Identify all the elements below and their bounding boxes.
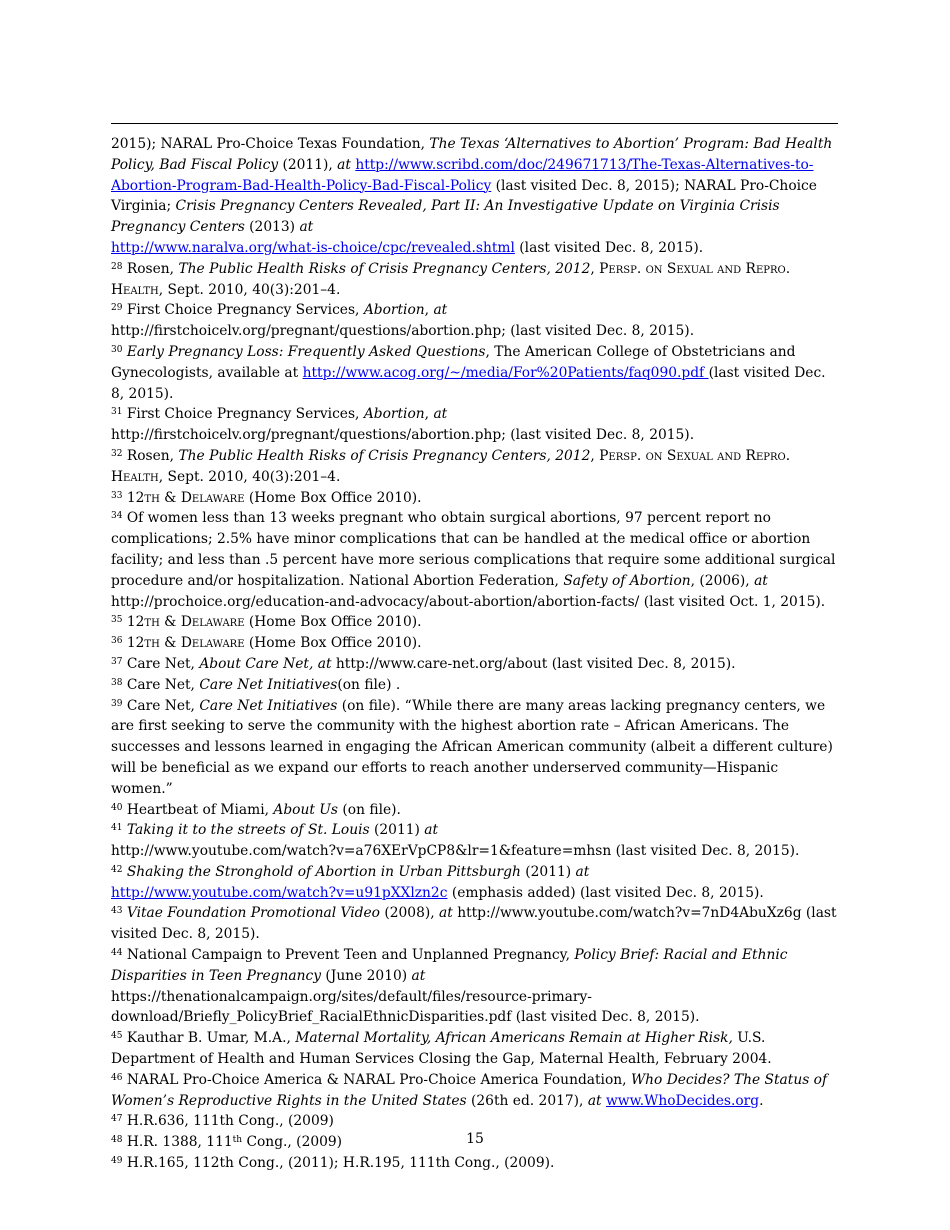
signal-word: at: [433, 302, 448, 319]
text: , (2006),: [690, 572, 755, 589]
text: (on file).: [338, 801, 401, 818]
source-title: Maternal Mortality, African Americans Remain at Higher Risk,: [295, 1030, 733, 1047]
source-title: Abortion: [363, 302, 425, 319]
footnote-number: 36: [111, 636, 123, 647]
footnote-number: 47: [111, 1114, 123, 1125]
footnote-42: [111, 862, 838, 904]
text: National Campaign to Prevent Teen and Unplanned Pregnancy,: [122, 947, 575, 964]
footnote-number: 37: [111, 656, 123, 667]
footnote-number: 34: [111, 511, 123, 522]
text: ,: [590, 260, 600, 277]
footnote-number: 33: [111, 490, 123, 501]
text: 12: [122, 489, 145, 506]
youtube-link[interactable]: http://www.youtube.com/watch?v=u91pXXlzn2c: [111, 884, 448, 901]
text: (Home Box Office 2010).: [244, 489, 422, 506]
signal-word: at: [587, 1092, 602, 1109]
source-title: The Public Health Risks of Crisis Pregnancy Centers, 2012: [178, 260, 591, 277]
text: U.S. Department of Health and Human Services Closing the Gap, Maternal Health, February 2004.: [111, 1030, 772, 1068]
source-title: Policy Brief: Racial and Ethnic Disparities in Teen Pregnancy: [111, 947, 788, 984]
text: http://www.youtube.com/watch?v=a76XErVpCP8&lr=1&feature=mhsn (last visited Dec. 8, 2015).: [111, 843, 800, 860]
text: ,: [424, 406, 434, 423]
film-title: th & Delaware: [144, 635, 245, 652]
text: H.R.636, 111th Cong., (2009): [122, 1113, 334, 1130]
text: (on file). “While there are many areas lacking pregnancy centers, we are first seeking to serve the community with the highest abortion rate – African Americans. The successes and lessons learned in engaging the African American community (albeit a different culture) will be beneficial as we expand our efforts to reach another underserved community—Hispanic women.”: [111, 697, 833, 797]
footnote-number: 49: [111, 1156, 123, 1167]
footnote-34: [111, 508, 838, 612]
text: 2015); NARAL Pro-Choice Texas Foundation: [111, 136, 421, 152]
source-title: Who Decides? The Status of Women’s Reproductive Rights in the United States: [111, 1071, 828, 1109]
source-title: Care Net Initiatives: [199, 676, 338, 693]
scribd-link[interactable]: http://www.scribd.com/doc/249671713/The-Texas-Alternatives-to-Abortion-Program-Bad-Health-Policy-Bad-Fiscal-Policy: [111, 156, 814, 194]
footnote-number: 29: [111, 303, 123, 314]
footnote-37: [111, 654, 838, 675]
text: http://prochoice.org/education-and-advocacy/about-abortion/abortion-facts/ (last visited Oct. 1, 2015).: [111, 593, 826, 610]
text: (last visited Dec. 8, 2015); NARAL Pro-Choice Virginia;: [111, 177, 817, 215]
footnote-28: [111, 259, 838, 301]
footnote-number: 40: [111, 802, 123, 813]
whodecides-link[interactable]: www.WhoDecides.org: [606, 1092, 760, 1109]
text: 12: [122, 635, 145, 652]
footnote-45: [111, 1028, 838, 1070]
text: (2011): [520, 863, 576, 880]
footnote-32: [111, 446, 838, 488]
footnote-47: [111, 1111, 838, 1132]
text: (on file) .: [337, 676, 401, 693]
footnote-number: 48: [111, 1135, 123, 1146]
text: (Home Box Office 2010).: [244, 614, 422, 631]
film-title: th & Delaware: [144, 614, 245, 631]
text: (Home Box Office 2010).: [244, 635, 422, 652]
text: http://www.youtube.com/watch?v=7nD4AbuXz6g (last visited Dec. 8, 2015).: [111, 905, 837, 943]
acog-link[interactable]: http://www.acog.org/~/media/For%20Patients/faq090.pdf: [302, 364, 709, 381]
source-title: About Us: [273, 801, 339, 818]
text: Care Net,: [122, 697, 200, 714]
journal-name: Persp. on Sexual and Repro. Health,: [111, 447, 791, 485]
text: (2013): [244, 219, 300, 236]
footnote-29: [111, 300, 838, 342]
text: Sept. 2010, 40(3):201–4.: [163, 281, 341, 298]
text: ,: [420, 136, 430, 152]
footnote-33: [111, 488, 838, 509]
source-title: Care Net Initiatives: [199, 697, 338, 714]
source-title: Crisis Pregnancy Centers Revealed, Part II: An Investigative Update on Virginia Crisis Pregnancy Centers: [111, 198, 780, 236]
signal-word: at: [299, 219, 314, 236]
text: Heartbeat of Miami,: [122, 801, 274, 818]
footnote-49: [111, 1153, 838, 1174]
signal-word: at: [411, 967, 426, 984]
text: (2011),: [278, 156, 338, 173]
text: (last visited Dec. 8, 2015).: [111, 364, 826, 402]
text: Care Net,: [122, 676, 200, 693]
text: Rosen,: [122, 260, 179, 277]
text: H.R.165, 112th Cong., (2011); H.R.195, 111th Cong., (2009).: [122, 1155, 555, 1172]
footnote-number: 38: [111, 677, 123, 688]
signal-word: at: [337, 156, 351, 173]
signal-word: at: [439, 905, 453, 922]
footnote-number: 41: [111, 823, 123, 834]
text: (2011): [369, 822, 425, 839]
text: Cong., (2009): [242, 1134, 343, 1151]
text: Of women less than 13 weeks pregnant who obtain surgical abortions, 97 percent report no complications; 2.5% have minor complications that can be handled at the medical office or abortion facility; and less than .5 percent have more serious complications that require some additional surgical procedure and/or hospitalization. National Abortion Federation,: [111, 510, 836, 589]
footnote-continued: [111, 134, 838, 259]
footnote-number: 43: [111, 906, 123, 917]
text: (emphasis added) (last visited Dec. 8, 2015).: [447, 884, 764, 901]
source-title: Early Pregnancy Loss: Frequently Asked Questions: [126, 343, 486, 360]
source-title: Shaking the Stronghold of Abortion in Urban Pittsburgh: [126, 863, 521, 880]
text: , The American College of Obstetricians and Gynecologists, available at: [111, 343, 796, 381]
signal-word: at: [433, 406, 448, 423]
text: NARAL Pro-Choice America & NARAL Pro-Choice America Foundation,: [122, 1071, 631, 1088]
footnote-number: 39: [111, 698, 123, 709]
text: http://www.care-net.org/about (last visited Dec. 8, 2015).: [331, 655, 736, 672]
text: (last visited Dec. 8, 2015).: [514, 239, 704, 256]
ordinal-suffix: th: [232, 1135, 243, 1146]
footnote-43: [111, 903, 838, 945]
text: (26th ed. 2017),: [466, 1092, 588, 1109]
text: (June 2010): [321, 967, 412, 984]
footnote-number: 32: [111, 448, 123, 459]
text: First Choice Pregnancy Services,: [122, 302, 364, 319]
footnote-number: 30: [111, 344, 123, 355]
source-title: The Public Health Risks of Crisis Pregnancy Centers, 2012: [178, 447, 591, 464]
text: .: [759, 1092, 764, 1109]
journal-name: Persp. on Sexual and Repro. Health,: [111, 260, 791, 298]
footnote-number: 31: [111, 407, 123, 418]
text: http://firstchoicelv.org/pregnant/questions/abortion.php; (last visited Dec. 8, 2015).: [111, 427, 695, 444]
text: Rosen,: [122, 447, 179, 464]
footnote-41: [111, 820, 838, 862]
footnote-31: [111, 404, 838, 446]
text: http://firstchoicelv.org/pregnant/questions/abortion.php; (last visited Dec. 8, 2015).: [111, 323, 695, 340]
footnote-36: [111, 633, 838, 654]
source-title: Safety of Abortion: [563, 572, 691, 589]
footnote-separator: [111, 123, 838, 124]
footnote-44: [111, 945, 838, 1028]
footnote-number: 35: [111, 615, 123, 626]
text: (2008),: [379, 905, 440, 922]
signal-word: at: [754, 572, 768, 589]
text: ,: [424, 302, 434, 319]
source-title: The Texas ‘Alternatives to Abortion’ Program: Bad Health Policy, Bad Fiscal Policy: [111, 136, 833, 173]
footnotes-section: [111, 134, 838, 1174]
footnote-39: [111, 696, 838, 800]
film-title: th & Delaware: [144, 489, 245, 506]
footnote-30: [111, 342, 838, 404]
signal-word: at: [575, 863, 590, 880]
text: H.R. 1388, 111: [122, 1134, 233, 1151]
footnote-46: [111, 1070, 838, 1112]
footnote-number: 28: [111, 261, 123, 272]
text: Care Net,: [122, 655, 200, 672]
text: ,: [590, 447, 600, 464]
footnote-number: 44: [111, 948, 123, 959]
page-number: 15: [466, 1131, 484, 1147]
source-title: About Care Net, at: [199, 655, 332, 672]
text: Sept. 2010, 40(3):201–4.: [163, 468, 341, 485]
footnote-40: [111, 800, 838, 821]
footnote-number: 45: [111, 1031, 123, 1042]
text: 12: [122, 614, 145, 631]
text: Kauthar B. Umar, M.A.,: [122, 1030, 296, 1047]
source-title: Vitae Foundation Promotional Video: [126, 905, 380, 922]
source-title: Taking it to the streets of St. Louis: [126, 822, 370, 839]
signal-word: at: [424, 822, 439, 839]
text: https://thenationalcampaign.org/sites/default/files/resource-primary-download/Briefly_PolicyBrief_RacialEthnicDisparities.pdf (last visited Dec. 8, 2015).: [111, 988, 700, 1026]
footnote-35: [111, 612, 838, 633]
footnote-number: 42: [111, 864, 123, 875]
source-title: Abortion: [363, 406, 425, 423]
footnote-number: 46: [111, 1072, 123, 1083]
footnote-38: [111, 675, 838, 696]
naralva-link[interactable]: http://www.naralva.org/what-is-choice/cpc/revealed.shtml: [111, 239, 515, 256]
text: First Choice Pregnancy Services,: [122, 406, 364, 423]
